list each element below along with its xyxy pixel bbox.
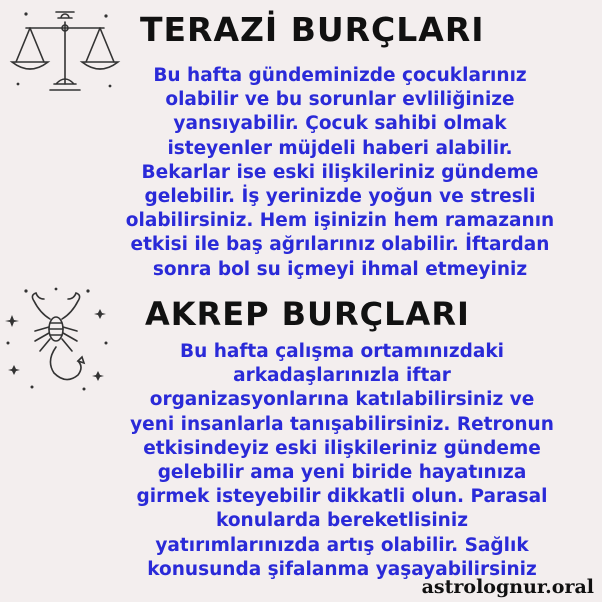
text-line: yansıyabilir. Çocuk sahibi olmak: [173, 113, 507, 135]
text-line: Bu hafta çalışma ortamınızdaki: [180, 341, 504, 362]
section-title-akrep: AKREP BURÇLARI: [145, 295, 470, 333]
text-line: etkisi ile baş ağrılarınız olabilir. İftardan: [130, 234, 550, 256]
text-line: sonra bol su içmeyi ihmal etmeyiniz: [152, 258, 528, 280]
text-line: Bu hafta gündeminizde çocuklarınız: [153, 65, 527, 86]
section-title-terazi: TERAZİ BURÇLARI: [140, 10, 485, 49]
text-line: yeni insanlarla tanışabilirsiniz. Retronun: [130, 413, 554, 435]
author-credit: astrolognur.oral: [421, 576, 594, 598]
text-line: girmek isteyebilir dikkatli olun. Parasal: [136, 486, 548, 508]
text-line: gelebilir ama yeni biride hayatınıza: [157, 462, 527, 484]
text-line: gelebilir. İş yerinizde yoğun ve stresli: [144, 186, 536, 208]
text-line: organizasyonlarına katılabilirsiniz ve: [149, 389, 535, 411]
section-text-akrep: [92, 340, 592, 582]
text-line: yatırımlarınızda artış olabilir. Sağlık: [155, 534, 529, 556]
section-text-terazi: [100, 64, 580, 282]
text-line: Bekarlar ise eski ilişkileriniz gündeme: [141, 161, 539, 183]
text-line: konularda bereketlisiniz: [216, 510, 468, 532]
text-line: konusunda şifalanma yaşayabilirsiniz: [147, 558, 537, 580]
text-line: etkisindeyiz eski ilişkileriniz gündeme: [143, 437, 541, 459]
text-line: arkadaşlarınızla iftar: [233, 365, 451, 387]
text-line: isteyenler müjdeli haberi alabilir.: [167, 137, 513, 159]
text-line: olabilirsiniz. Hem işinizin hem ramazanın: [125, 210, 555, 232]
text-line: olabilir ve bu sorunlar evliliğinize: [165, 89, 515, 111]
